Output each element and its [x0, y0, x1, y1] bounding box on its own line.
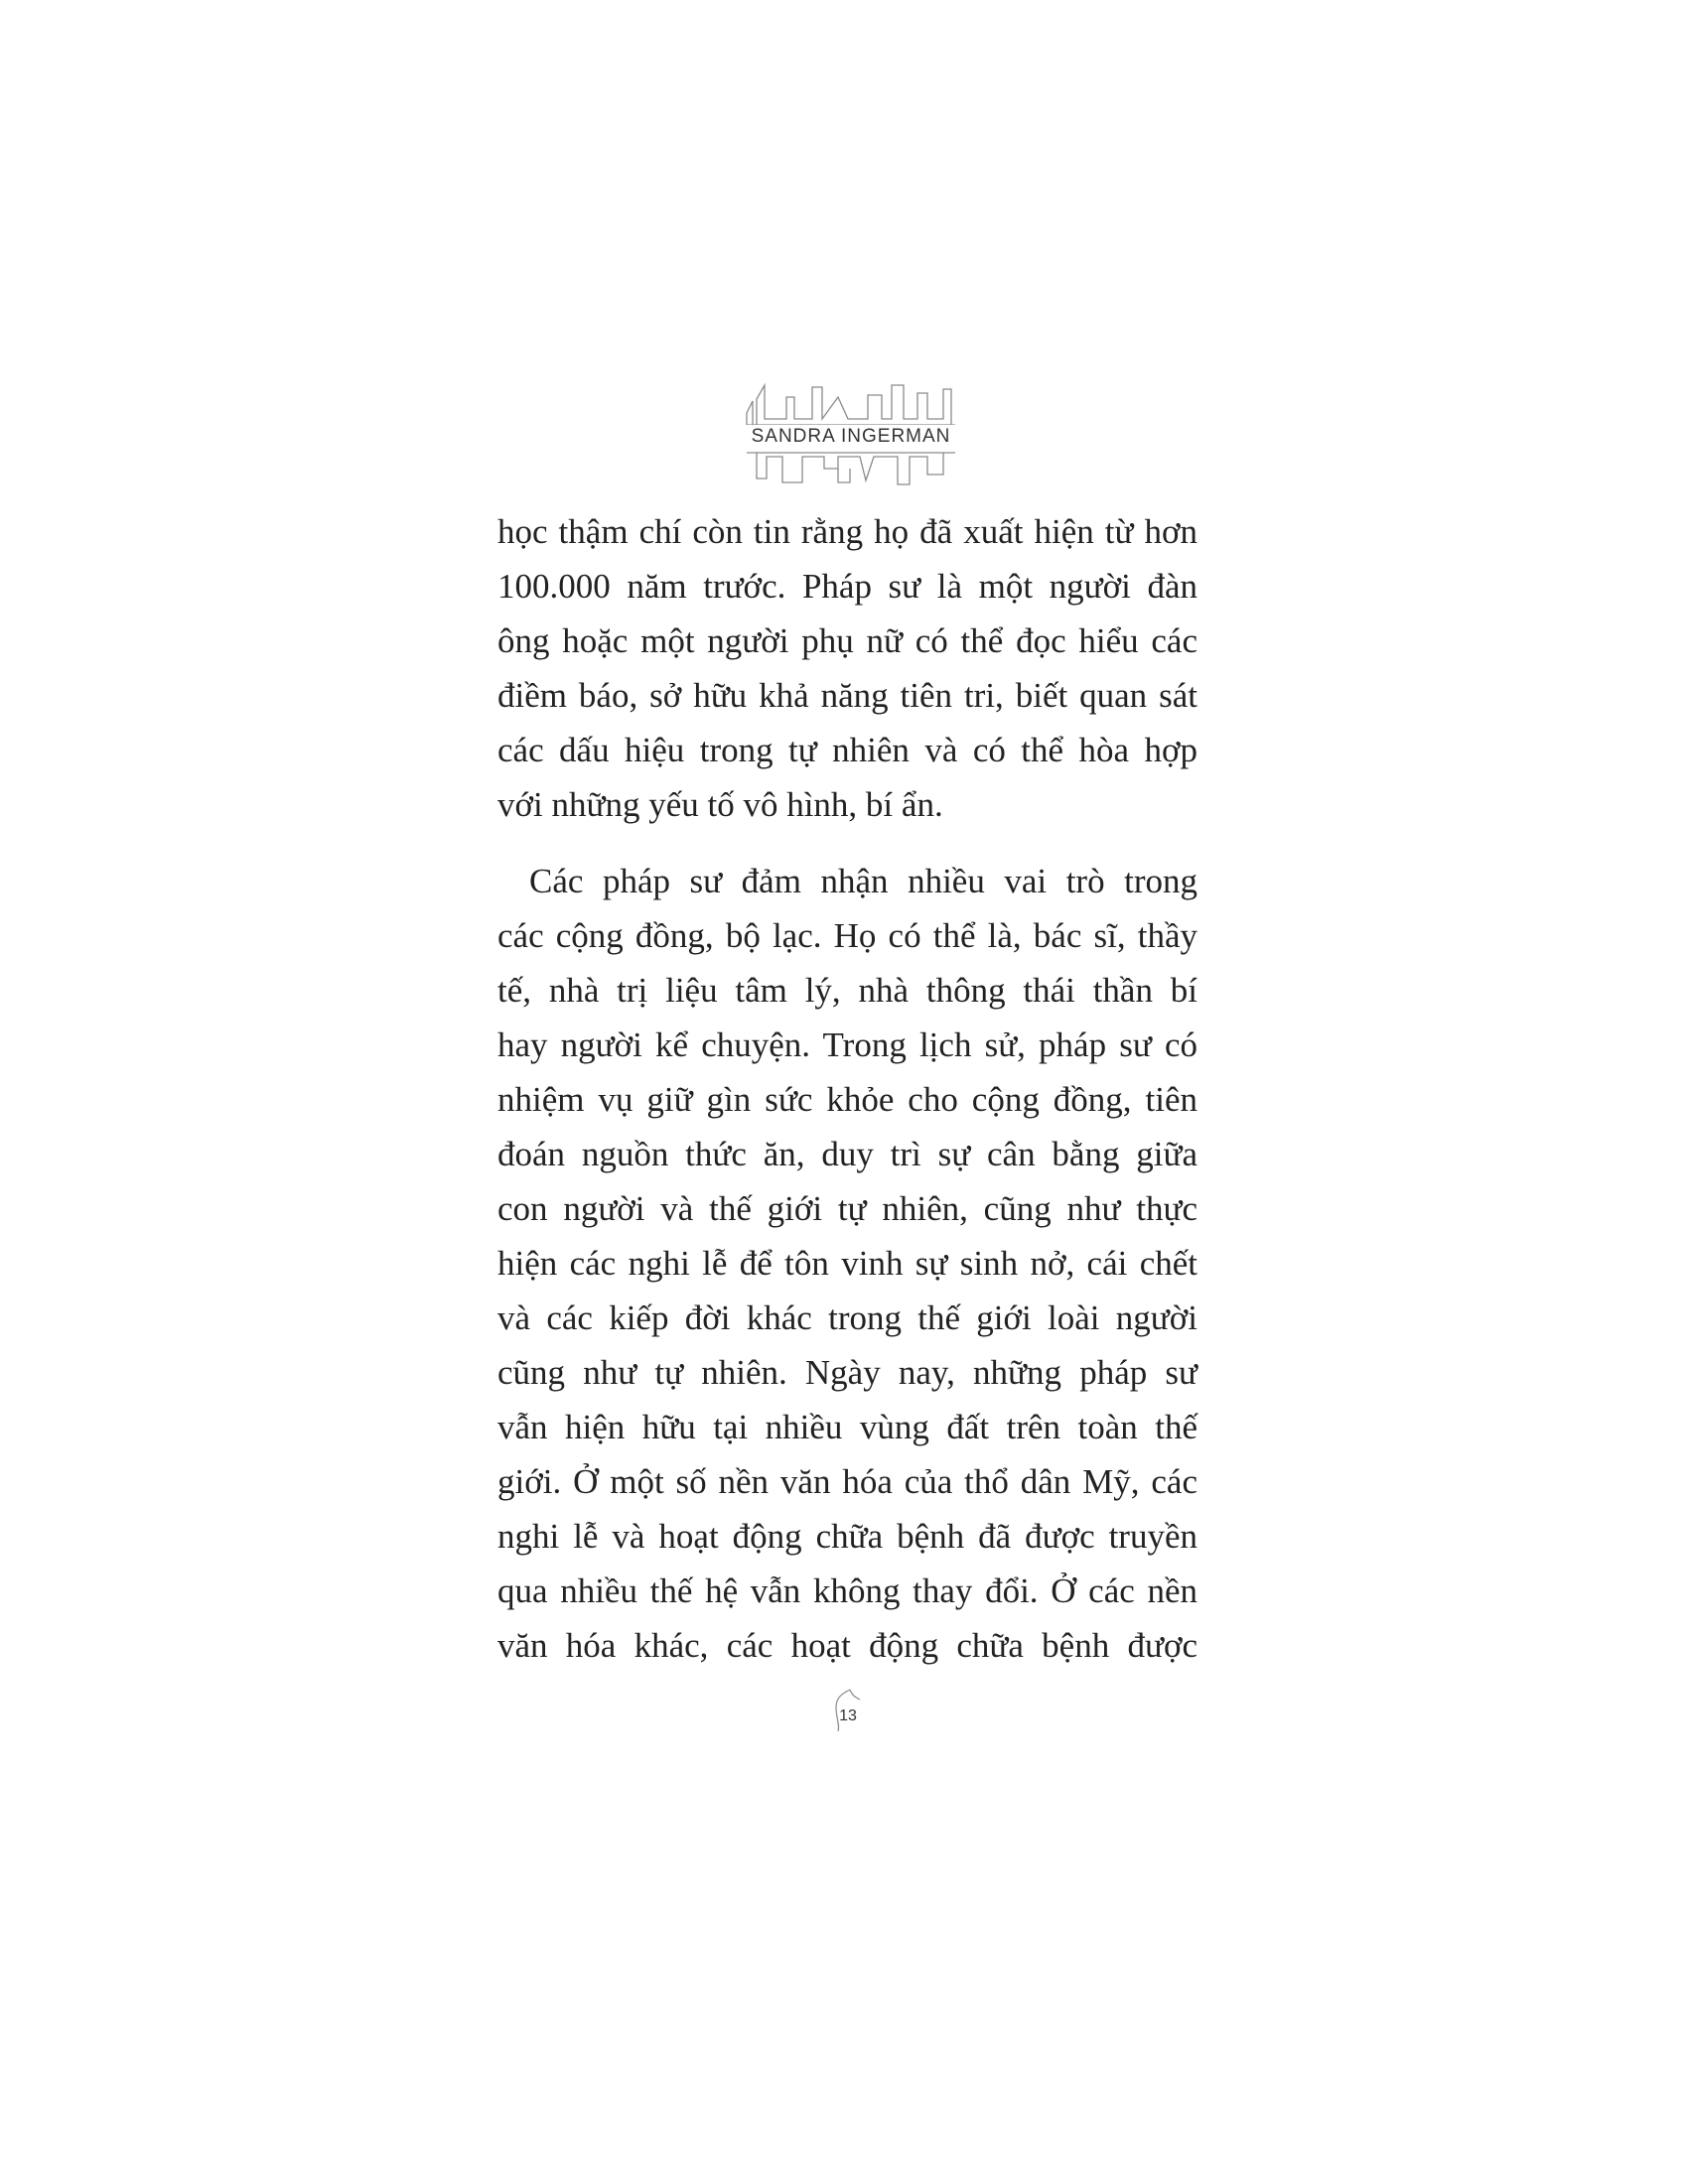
- text-line: hiện các nghi lễ để tôn vinh sự sinh nở, cái chết: [497, 1244, 1197, 1283]
- text-line: 100.000 năm trước. Pháp sư là một người đàn: [497, 567, 1197, 606]
- text-line: hay người kể chuyện. Trong lịch sử, pháp sư có: [497, 1025, 1197, 1064]
- text-line: điềm báo, sở hữu khả năng tiên tri, biết quan sát: [497, 676, 1197, 715]
- text-line: các dấu hiệu trong tự nhiên và có thể hòa hợp: [497, 731, 1197, 769]
- text-line: con người và thế giới tự nhiên, cũng như thực: [497, 1189, 1197, 1228]
- text-line: đoán nguồn thức ăn, duy trì sự cân bằng giữa: [497, 1135, 1197, 1173]
- text-line: Các pháp sư đảm nhận nhiều vai trò trong: [529, 862, 1197, 900]
- text-line: nghi lễ và hoạt động chữa bệnh đã được truyền: [497, 1517, 1197, 1556]
- text-line: các cộng đồng, bộ lạc. Họ có thể là, bác sĩ, thầy: [497, 916, 1197, 955]
- text-line: vẫn hiện hữu tại nhiều vùng đất trên toàn thế: [497, 1408, 1197, 1446]
- body-text: [497, 504, 1197, 1673]
- page-number: [826, 1688, 870, 1733]
- text-line: văn hóa khác, các hoạt động chữa bệnh được: [497, 1626, 1197, 1665]
- text-line: giới. Ở một số nền văn hóa của thổ dân Mỹ, các: [497, 1462, 1197, 1501]
- text-line: học thậm chí còn tin rằng họ đã xuất hiện từ hơn: [497, 512, 1197, 551]
- running-header: [743, 383, 959, 490]
- text-line: tế, nhà trị liệu tâm lý, nhà thông thái thần bí: [497, 971, 1197, 1010]
- text-line: nhiệm vụ giữ gìn sức khỏe cho cộng đồng, tiên: [497, 1080, 1197, 1119]
- text-line: ông hoặc một người phụ nữ có thể đọc hiểu các: [497, 621, 1197, 660]
- text-line: qua nhiều thế hệ vẫn không thay đổi. Ở các nền: [497, 1571, 1197, 1610]
- author-name: SANDRA INGERMAN: [743, 425, 959, 449]
- text-line: cũng như tự nhiên. Ngày nay, những pháp sư: [497, 1353, 1197, 1392]
- text-line: với những yếu tố vô hình, bí ẩn.: [497, 785, 943, 824]
- paragraph: [497, 854, 1197, 1673]
- text-line: và các kiếp đời khác trong thế giới loài người: [497, 1298, 1197, 1337]
- page-number-label: 13: [839, 1707, 857, 1724]
- paragraph: [497, 504, 1197, 832]
